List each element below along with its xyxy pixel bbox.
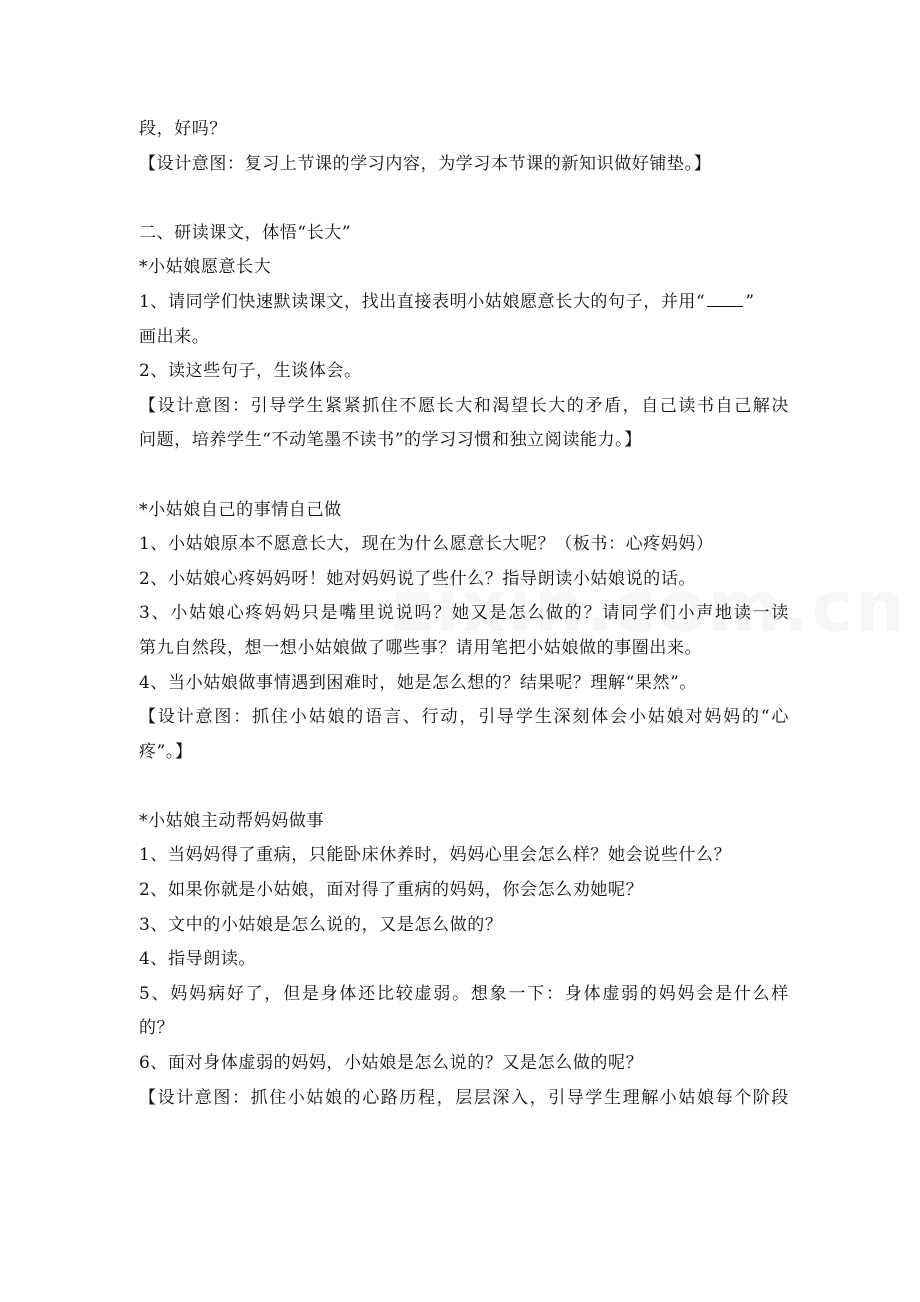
design-intent-note: 【设计意图：复习上节课的学习内容，为学习本节课的新知识做好铺垫。】 — [139, 153, 712, 174]
blank-line — [139, 769, 789, 804]
text-line: 疼”。】 — [139, 741, 193, 762]
design-intent-note: 【设计意图：抓住小姑娘的心路历程，层层深入，引导学生理解小姑娘每个阶段 — [139, 1087, 789, 1108]
text-line: 2、读这些句子，生谈体会。 — [139, 361, 362, 382]
text-line: 问题，培养学生“不动笔墨不读书”的学习习惯和独立阅读能力。】 — [139, 430, 642, 451]
text-line: 1、小姑娘原本不愿意长大，现在为什么愿意长大呢？（板书：心疼妈妈） — [139, 534, 714, 555]
subsection-heading: *小姑娘愿意长大 — [139, 257, 272, 278]
text-line-with-underline — [139, 285, 789, 320]
text-line: 6、面对身体虚弱的妈妈，小姑娘是怎么说的？又是怎么做的呢？ — [139, 1053, 644, 1074]
text-line: 3、文中的小姑娘是怎么说的，又是怎么做的？ — [139, 914, 503, 935]
text-line: 1、当妈妈得了重病，只能卧床休养时，妈妈心里会怎么样？她会说些什么？ — [139, 845, 732, 866]
blank-line — [139, 458, 789, 493]
subsection-heading: *小姑娘自己的事情自己做 — [139, 499, 342, 520]
underline-blank — [707, 289, 743, 307]
text-line: 5、妈妈病好了，但是身体还比较虚弱。想象一下：身体虚弱的妈妈会是什么样 — [139, 983, 789, 1004]
text-line: 段，好吗？ — [139, 119, 227, 139]
text-line: 2、小姑娘心疼妈妈呀！她对妈妈说了些什么？指导朗读小姑娘说的话。 — [139, 568, 697, 589]
text-line: 3、小姑娘心疼妈妈只是嘴里说说吗？她又是怎么做的？请同学们小声地读一读 — [139, 603, 789, 624]
blank-line — [139, 181, 789, 216]
text-line: 第九自然段，想一想小姑娘做了哪些事？请用笔把小姑娘做的事圈出来。 — [139, 637, 703, 658]
underline-line-after: ” — [745, 291, 755, 312]
text-line: 4、指导朗读。 — [139, 949, 257, 970]
document-body — [139, 112, 789, 1115]
design-intent-note: 【设计意图：引导学生紧紧抓住不愿长大和渴望长大的矛盾，自己读书自己解决 — [139, 395, 789, 416]
text-line: 画出来。 — [139, 326, 210, 347]
text-line: 2、如果你就是小姑娘，面对得了重病的妈妈，你会怎么劝她呢？ — [139, 880, 644, 901]
underline-line-before: 1、请同学们快速默读课文，找出直接表明小姑娘愿意长大的句子，并用“ — [139, 291, 706, 312]
section-heading: 二、研读课文，体悟“长大” — [139, 222, 352, 243]
text-line: 的？ — [139, 1018, 175, 1039]
design-intent-note: 【设计意图：抓住小姑娘的语言、行动，引导学生深刻体会小姑娘对妈妈的“心 — [139, 707, 789, 728]
text-line: 4、当小姑娘做事情遇到困难时，她是怎么想的？结果呢？理解“果然”。 — [139, 672, 697, 693]
subsection-heading: *小姑娘主动帮妈妈做事 — [139, 810, 325, 831]
